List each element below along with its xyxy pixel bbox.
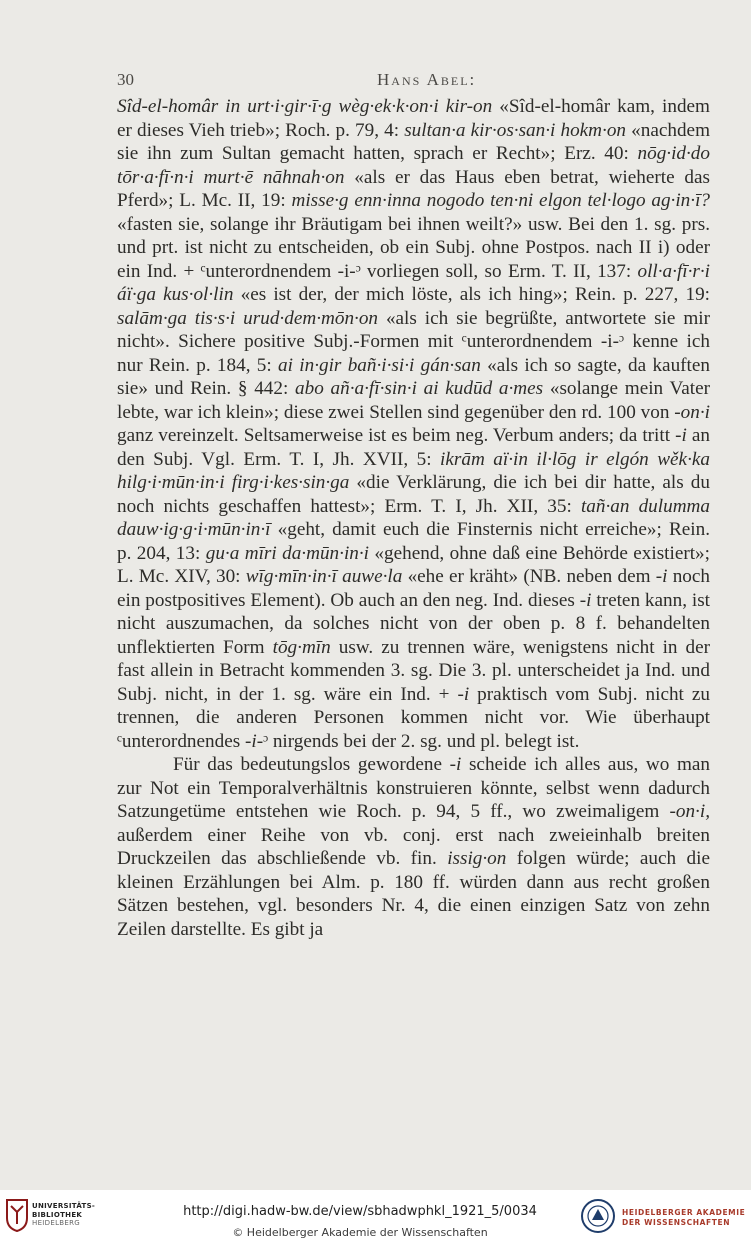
italic-citation: misse·g enn·inna nogodo ten·ni elgon tel·logo ag·in·ī?: [291, 190, 710, 211]
text-run: «als er das Haus eben betrat, wieherte das Pferd»; L. Mc. II, 19:: [117, 166, 710, 211]
text-run: treten kann, ist nicht auszumachen, da solches nicht von der oben p. 8 f. behandelten unflektierten Form: [117, 589, 710, 658]
italic-citation: ikrām aï·in il·lōg ir elgón wěk·ka hilg·i·mūn·in·i firg·i·kes·sin·ga: [117, 448, 710, 493]
italic-citation: tōg·mīn: [272, 636, 331, 658]
text-run: «solange mein Vater lebte, war ich klein»; diese zwei Stellen sind gegenüber den rd. 100 von: [117, 378, 710, 423]
italic-citation: -i-: [245, 730, 264, 752]
text-run: an den Subj. Vgl. Erm. T. I, Jh. XVII, 5:: [117, 425, 710, 470]
italic-citation: gu·a mīri da·mūn·in·i: [205, 542, 370, 564]
text-run: «als ich sie begrüßte, antwortete sie mir nicht». Sichere positive Subj.-Formen mit ᶜunterordnendem -i-ᵓ kenne ich nur Rein. p. 184, 5:: [117, 307, 710, 376]
footer-center: [150, 1204, 570, 1239]
academy-logo[interactable]: [580, 1198, 748, 1238]
viewer-footer: [0, 1190, 751, 1247]
text-run: «es ist der, der mich löste, als ich hing»; Rein. p. 227, 19:: [233, 284, 711, 305]
italic-citation: sultan·a kir·os·san·i hokm·on: [404, 119, 627, 141]
italic-citation: -on·i,: [669, 801, 710, 822]
italic-citation: -i: [675, 425, 687, 446]
italic-citation: ai in·gir bañ·i·si·i gán·san: [278, 354, 481, 376]
academy-name: HEIDELBERGER AKADEMIE DER WISSENSCHAFTEN: [622, 1208, 746, 1227]
page-number: 30: [117, 70, 134, 89]
text-run: «gehend, ohne daß eine Behörde existiert»; L. Mc. XIV, 30:: [117, 542, 710, 587]
italic-citation: nōg·id·do tōr·a·fī·n·i murt·ē nāhnah·on: [117, 143, 710, 188]
italic-citation: tañ·an dulumma dauw·ig·g·i·mūn·in·ī: [117, 495, 711, 540]
text-run: «als ich so sagte, da kauften sie» und Rein. § 442:: [117, 354, 710, 399]
text-run: noch ein postpositives Element). Ob auch an den neg. Ind. dieses: [117, 566, 710, 611]
italic-citation: abo añ·a·fī·sin·i ai kudūd a·mes: [295, 378, 544, 399]
text-run: folgen würde; auch die kleinen Erzählungen bei Alm. p. 180 ff. würden dann aus recht großen Sätzen bestehen, vgl. besonders Nr. 4, die einen einzigen Satz von zehn Zeilen darstellte. Es gibt ja: [117, 848, 710, 940]
text-run: ᵓ nirgends bei der 2. sg. und pl. belegt ist.: [263, 730, 580, 752]
academy-seal-icon: [580, 1198, 616, 1234]
text-run: «fasten sie, solange ihr Bräutigam bei ihnen weilt?» usw. Bei den 1. sg. prs. und prt. ist nicht zu entscheiden, ob ein Subj. ohne Postpos. nach II i) oder ein Ind. + ᶜunterordnendem -i-ᵓ vorliegen soll, so Erm. T. II, 137:: [117, 213, 710, 282]
library-name: UNIVERSITÄTS- BIBLIOTHEK HEIDELBERG: [32, 1202, 96, 1227]
copyright-notice: © Heidelberger Akademie der Wissenschaften: [232, 1226, 488, 1239]
text-run: usw. zu trennen wäre, wenigstens nicht in der fast allein in Betracht kommenden 3. sg. Die 3. pl. unterscheidet ja Ind. und Subj. nicht, in der 1. sg. wäre ein Ind. +: [117, 636, 711, 705]
italic-citation: salām·ga tis·s·i urud·dem·mōn·on: [117, 307, 379, 329]
italic-citation: -i: [655, 566, 668, 587]
text-run: praktisch vom Subj. nicht zu trennen, die anderen Personen kommen nicht vor. Wie überhaupt ᶜunterordnendes: [117, 683, 710, 752]
italic-citation: -i: [457, 683, 470, 705]
text-run: «Sîd-el-homâr kam, indem er dieses Vieh trieb»; Roch. p. 79, 4:: [117, 96, 710, 141]
library-shield-icon: [6, 1198, 28, 1232]
university-library-logo[interactable]: [6, 1198, 126, 1234]
italic-citation: -i: [449, 754, 462, 775]
text-run: scheide ich alles aus, wo man zur Not ein Temporalverhältnis konstruieren könnte, selbst wenn dadurch Satzungetüme entstehen wie Roch. p. 94, 5 ff., wo zweimaligem: [117, 754, 711, 822]
page-header: [117, 70, 710, 96]
body-text: [117, 95, 710, 941]
text-run: «nachdem sie ihn zum Sultan gemacht hatten, sprach er Recht»; Erz. 40:: [117, 119, 710, 164]
italic-citation: oll·a·fī·r·i áï·ga kus·ol·lin: [117, 260, 710, 305]
text-run: «die Verklärung, die ich bei dir hatte, als du noch nichts geschaffen hattest»; Erm. T. I, Jh. XII, 35:: [117, 472, 710, 517]
italic-citation: Sîd-el-homâr in urt·i·gir·ī·g wèg·ek·k·on·i kir-on: [117, 96, 493, 117]
italic-citation: -on·i: [674, 401, 710, 423]
running-head: Hans Abel:: [377, 70, 477, 89]
italic-citation: wīg·mīn·in·ī auwe·la: [245, 566, 403, 587]
text-run: «ehe er kräht» (NB. neben dem: [402, 566, 656, 587]
permalink-url[interactable]: http://digi.hadw-bw.de/view/sbhadwphkl_1921_5/0034: [183, 1204, 537, 1219]
text-run: außerdem einer Reihe von vb. conj. erst nach zweieinhalb breiten Druckzeilen das abschließende vb. fin.: [117, 824, 710, 869]
text-run: «geht, damit euch die Finsternis nicht erreiche»; Rein. p. 204, 13:: [117, 519, 710, 564]
text-run: Für das bedeutungslos gewordene: [173, 754, 450, 775]
paragraph: [117, 753, 710, 941]
italic-citation: -i: [579, 589, 592, 611]
paragraph: [117, 95, 710, 753]
italic-citation: issig·on: [447, 848, 507, 869]
text-run: ganz vereinzelt. Seltsamerweise ist es beim neg. Verbum anders; da tritt: [117, 425, 676, 446]
